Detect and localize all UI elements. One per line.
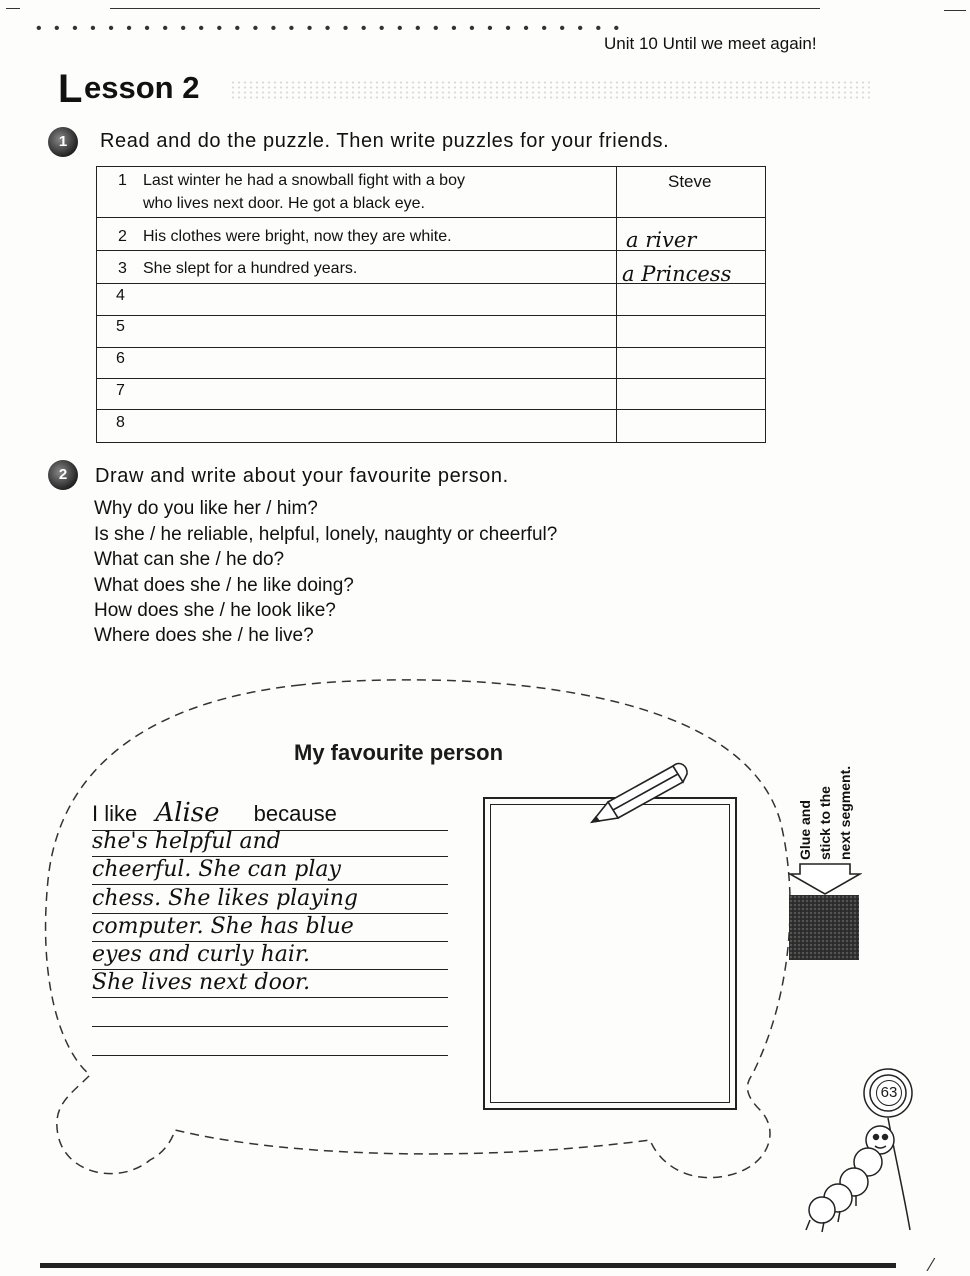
writing-line — [92, 997, 448, 998]
clue-text: His clothes were bright, now they are white. — [143, 228, 452, 245]
exercise-1-instruction: Read and do the puzzle. Then write puzzles for your friends. — [100, 130, 670, 152]
unit-title: Unit 10 Until we meet again! — [604, 34, 817, 53]
glue-area — [789, 895, 859, 960]
row-number: 1 — [118, 172, 127, 189]
glue-instruction — [790, 760, 862, 860]
handwriting-line: eyes and curly hair. — [92, 942, 310, 967]
pencil-icon — [588, 752, 698, 827]
question-line: How does she / he look like? — [94, 600, 336, 621]
answer-handwriting: a Princess — [622, 262, 732, 286]
handwriting-line: cheerful. She can play — [92, 857, 341, 882]
lesson-title-initial: L — [58, 67, 83, 111]
question-line: What can she / he do? — [94, 549, 285, 570]
row-number: 6 — [116, 350, 125, 367]
row-number: 8 — [116, 414, 125, 431]
prompt-because: because — [253, 801, 337, 826]
handwriting-line: She lives next door. — [92, 970, 311, 995]
handwriting-line: computer. She has blue — [92, 914, 354, 939]
row-number: 4 — [116, 287, 125, 304]
question-line: Where does she / he live? — [94, 625, 314, 646]
answer-text: Steve — [668, 172, 712, 191]
prompt-i-like: I like — [92, 801, 138, 826]
clue-text: She slept for a hundred years. — [143, 260, 358, 277]
question-line: Is she / he reliable, helpful, lonely, naughty or cheerful? — [94, 524, 558, 545]
corner-mark: ⁄ — [930, 1255, 934, 1275]
writing-line — [92, 1026, 448, 1027]
lesson-title-text: esson 2 — [84, 70, 200, 105]
bottom-rule — [40, 1263, 896, 1268]
dot-leader: • • • • • • • • • • • • • • • • • • • • • • • • • • • • • • • • • — [36, 20, 624, 37]
clue-text: who lives next door. He got a black eye. — [143, 195, 425, 212]
glue-line-1: Glue and — [797, 800, 813, 860]
question-line: What does she / he like doing? — [94, 575, 354, 596]
question-line: Why do you like her / him? — [94, 498, 318, 519]
answer-handwriting: a river — [626, 228, 697, 252]
exercise-2-badge: 2 — [48, 460, 78, 490]
exercise-1-badge: 1 — [48, 127, 78, 157]
printed-prompt — [92, 798, 337, 828]
caterpillar-mascot-icon — [800, 1060, 930, 1235]
exercise-2-instruction: Draw and write about your favourite person. — [95, 465, 509, 487]
clue-text: Last winter he had a snowball fight with a boy — [143, 172, 465, 189]
panel-title: My favourite person — [294, 740, 504, 765]
row-number: 7 — [116, 382, 125, 399]
glue-line-2: stick to the — [817, 786, 833, 860]
writing-line — [92, 1055, 448, 1056]
drawing-frame — [483, 797, 737, 1110]
row-number: 2 — [118, 228, 127, 245]
row-number: 3 — [118, 260, 127, 277]
handwriting-line: she's helpful and — [92, 829, 281, 854]
page-number: 63 — [876, 1080, 902, 1106]
glue-line-3: next segment. — [837, 765, 853, 860]
handwriting-line: chess. She likes playing — [92, 886, 358, 911]
handwritten-name: Alise — [155, 798, 220, 828]
row-number: 5 — [116, 318, 125, 335]
writing-line — [92, 884, 448, 885]
arrow-down-icon — [788, 862, 862, 896]
